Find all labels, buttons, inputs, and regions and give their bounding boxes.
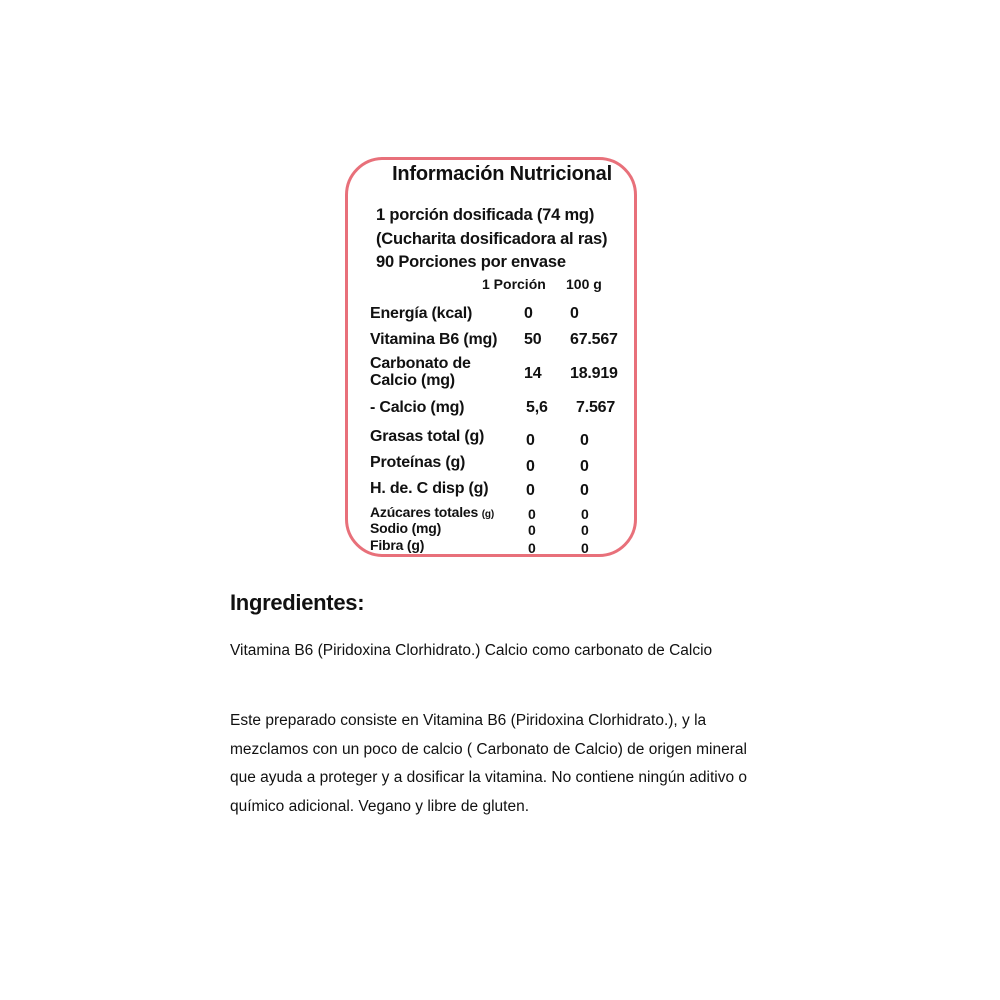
nutrient-value-100g: 0 <box>570 305 579 322</box>
nutrient-name-line2: Calcio (mg) <box>370 372 455 389</box>
nutrient-value-100g: 7.567 <box>576 399 616 416</box>
nutrient-value-100g: 0 <box>580 482 589 499</box>
nutrient-name: Azúcares totales (g) <box>370 504 494 520</box>
nutrient-name: H. de. C disp (g) <box>370 480 489 497</box>
ingredients-heading: Ingredientes: <box>230 590 365 615</box>
nutrient-value-100g: 0 <box>580 458 589 475</box>
nutrient-name: Sodio (mg) <box>370 520 442 536</box>
nutrient-value-100g: 18.919 <box>570 365 618 382</box>
nutrient-name-line1: Carbonato de <box>370 355 471 372</box>
nutrient-unit: (g) <box>481 509 494 520</box>
nutrient-name: Grasas total (g) <box>370 428 485 445</box>
nutrient-value-portion: 50 <box>524 331 542 348</box>
nutrient-name: Fibra (g) <box>370 537 425 553</box>
nutrient-value-100g: 0 <box>581 522 589 538</box>
serving-size-line: 1 porción dosificada (74 mg) <box>376 206 595 224</box>
nutrient-name: Vitamina B6 (mg) <box>370 331 498 348</box>
nutrient-name: Energía (kcal) <box>370 305 473 322</box>
nutrient-value-portion: 0 <box>526 458 535 475</box>
nutrition-label-title: Información Nutricional <box>392 163 612 185</box>
nutrient-value-100g: 0 <box>581 506 589 522</box>
nutrient-value-portion: 0 <box>528 522 536 538</box>
nutrient-value-portion: 0 <box>524 305 533 322</box>
description-paragraph: Este preparado consiste en Vitamina B6 (Piridoxina Clorhidrato.), y la mezclamos con un poco de calcio ( Carbonato de Calcio) de origen mineral que ayuda a proteger y a dosificar la vitamina. No contiene ningún aditivo o químico adicional. Vegano y libre de gluten. <box>230 712 747 815</box>
nutrient-value-portion: 14 <box>524 365 542 382</box>
nutrient-value-100g: 0 <box>580 432 589 449</box>
column-header-portion: 1 Porción <box>482 276 546 292</box>
nutrient-value-portion: 0 <box>526 432 535 449</box>
column-header-100g: 100 g <box>566 276 602 292</box>
nutrient-name: - Calcio (mg) <box>370 399 465 416</box>
nutrient-value-portion: 0 <box>528 506 536 522</box>
nutrient-value-portion: 0 <box>528 540 536 556</box>
serving-measure-line: (Cucharita dosificadora al ras) <box>376 230 608 248</box>
nutrient-value-100g: 0 <box>581 540 589 556</box>
nutrient-value-portion: 0 <box>526 482 535 499</box>
nutrient-value-portion: 5,6 <box>526 399 548 416</box>
servings-per-container-line: 90 Porciones por envase <box>376 253 566 271</box>
ingredients-paragraph: Vitamina B6 (Piridoxina Clorhidrato.) Calcio como carbonato de Calcio <box>230 642 713 659</box>
nutrient-name <box>370 355 471 389</box>
nutrient-value-100g: 67.567 <box>570 331 618 348</box>
nutrient-name: Proteínas (g) <box>370 454 466 471</box>
